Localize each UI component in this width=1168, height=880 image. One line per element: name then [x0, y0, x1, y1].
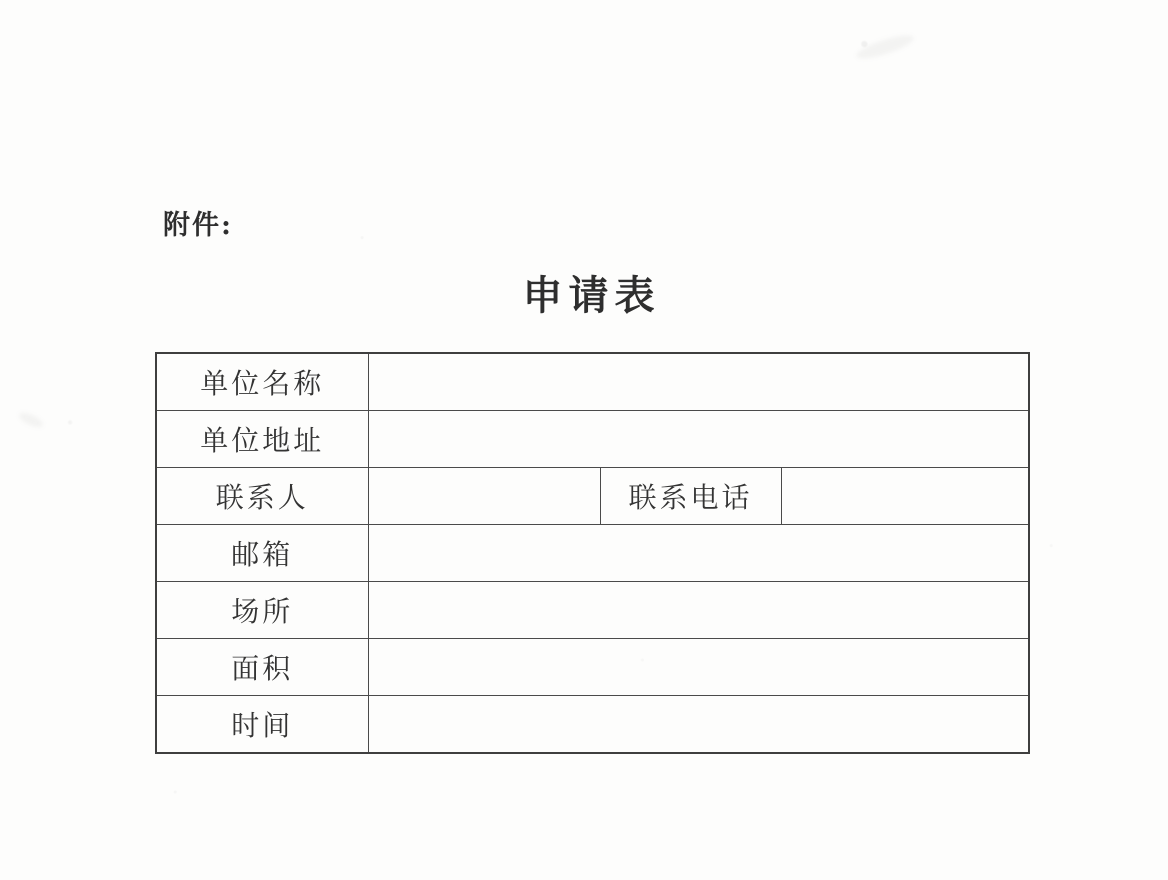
- unit-address-label-cell: 单位地址: [156, 411, 368, 468]
- form-title: 申请表: [522, 272, 661, 319]
- contact-phone-label-cell: 联系电话: [600, 468, 781, 525]
- application-form-table: [155, 352, 1030, 754]
- row-area: [156, 639, 1029, 696]
- unit-name-value-cell: [368, 353, 1029, 411]
- row-unit-address: [156, 411, 1029, 468]
- row-time: [156, 696, 1029, 754]
- unit-name-label-cell: 单位名称: [156, 353, 368, 411]
- time-label-cell: 时间: [156, 696, 368, 754]
- scan-smudge: [854, 31, 915, 63]
- contact-phone-value-cell: [781, 468, 1029, 525]
- row-email: [156, 525, 1029, 582]
- row-contact: [156, 468, 1029, 525]
- area-label-cell: 面积: [156, 639, 368, 696]
- unit-address-value-cell: [368, 411, 1029, 468]
- email-value-cell: [368, 525, 1029, 582]
- time-value-cell: [368, 696, 1029, 754]
- area-value-cell: [368, 639, 1029, 696]
- contact-person-label-cell: 联系人: [156, 468, 368, 525]
- venue-label-cell: 场所: [156, 582, 368, 639]
- row-venue: [156, 582, 1029, 639]
- venue-value-cell: [368, 582, 1029, 639]
- email-label-cell: 邮箱: [156, 525, 368, 582]
- row-unit-name: [156, 353, 1029, 411]
- attachment-label: 附件:: [163, 210, 233, 241]
- scan-smudge: [17, 410, 45, 430]
- contact-person-value-cell: [368, 468, 600, 525]
